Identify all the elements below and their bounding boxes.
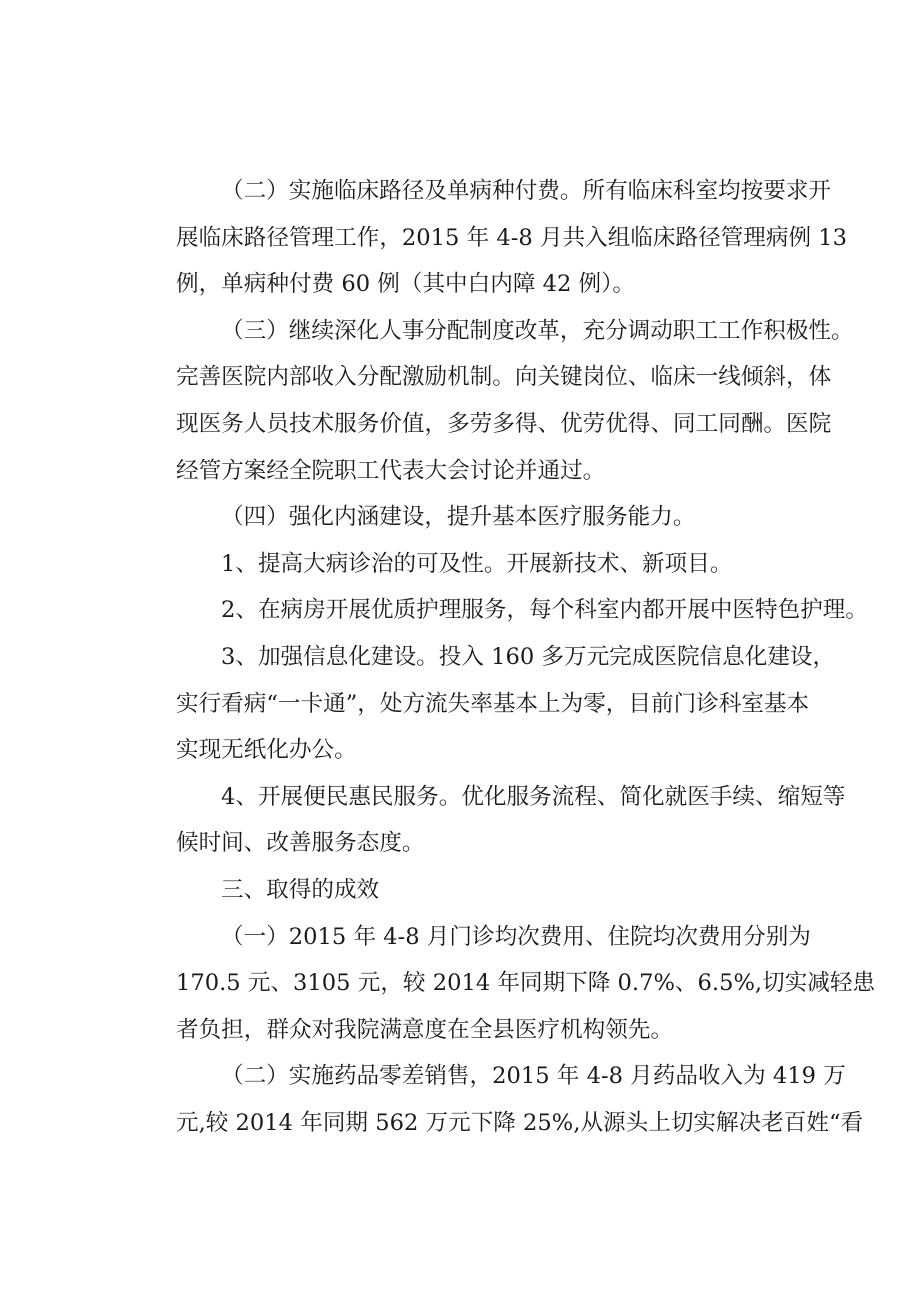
list-item-4 <box>131 774 846 867</box>
text-line: 实行看病“一卡通”，处方流失率基本上为零，目前门诊科室基本 <box>176 690 810 717</box>
text-line: （一）2015 年 4-8 月门诊均次费用、住院均次费用分别为 <box>221 923 811 950</box>
text-line: 4、开展便民惠民服务。优化服务流程、简化就医手续、缩短等 <box>221 783 846 810</box>
text-line: （二）实施药品零差销售，2015 年 4-8 月药品收入为 419 万 <box>221 1063 846 1090</box>
list-item-1 <box>131 541 803 588</box>
text-line: 完善医院内部收入分配激励机制。向关键岗位、临床一线倾斜，体 <box>176 364 832 391</box>
text-line: 者负担，群众对我院满意度在全县医疗机构领先。 <box>176 1016 674 1043</box>
paragraph-cost-reduction <box>131 914 876 1054</box>
paragraph-drug-zero-markup <box>131 1053 864 1146</box>
text-line: 现医务人员技术服务价值，多劳多得、优劳优得、同工同酬。医院 <box>176 410 832 437</box>
paragraph-clinical-pathway <box>131 168 848 308</box>
text-line: 候时间、改善服务态度。 <box>176 830 425 857</box>
document-body <box>131 168 876 1146</box>
text-line: 经管方案经全院职工代表大会讨论并通过。 <box>176 457 606 484</box>
text-line: 三、取得的成效 <box>221 876 380 903</box>
text-line: （四）强化内涵建设，提升基本医疗服务能力。 <box>221 504 696 531</box>
text-line: 元,较 2014 年同期 562 万元下降 25%,从源头上切实解决老百姓“看 <box>176 1109 864 1136</box>
text-line: 3、加强信息化建设。投入 160 多万元完成医院信息化建设， <box>221 643 836 670</box>
text-line: 1、提高大病诊治的可及性。开展新技术、新项目。 <box>221 550 733 577</box>
list-item-2 <box>131 587 868 634</box>
paragraph-connotation-building <box>131 494 803 541</box>
text-line: （三）继续深化人事分配制度改革，充分调动职工工作积极性。 <box>221 317 854 344</box>
text-line: 例，单病种付费 60 例（其中白内障 42 例）。 <box>176 271 636 298</box>
section-heading-results <box>131 867 803 914</box>
list-item-3 <box>131 634 836 774</box>
text-line: （二）实施临床路径及单病种付费。所有临床科室均按要求开 <box>221 178 832 204</box>
text-line: 展临床路径管理工作，2015 年 4-8 月共入组临床路径管理病例 13 <box>176 224 848 251</box>
paragraph-personnel-reform <box>131 308 854 494</box>
text-line: 实现无纸化办公。 <box>176 737 357 764</box>
text-line: 2、在病房开展优质护理服务，每个科室内都开展中医特色护理。 <box>221 597 868 624</box>
text-line: 170.5 元、3105 元，较 2014 年同期下降 0.7%、6.5%,切实减轻患 <box>176 970 876 997</box>
